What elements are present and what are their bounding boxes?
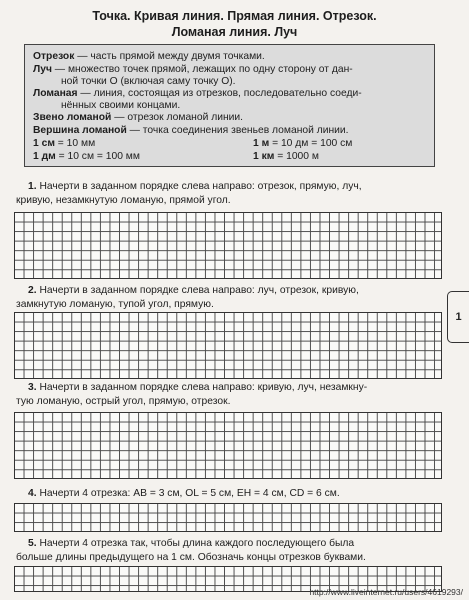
definition-ray-continued: ной точки О (включая саму точку О). <box>61 76 236 87</box>
term-vertex: Вершина ломаной <box>33 125 127 136</box>
unit-text: = 1000 м <box>274 151 319 162</box>
task-line <box>16 180 441 194</box>
unit-cm <box>33 138 95 149</box>
definition-polyline <box>33 88 362 100</box>
task-text-continued: больше длины предыдущего на 1 см. Обозначь концы отрезков буквами. <box>16 552 366 563</box>
page-title-line1: Точка. Кривая линия. Прямая линия. Отрезок. <box>92 9 377 23</box>
drawing-grid-3[interactable] <box>14 412 442 479</box>
task-line <box>16 284 441 298</box>
task-3 <box>16 381 441 409</box>
definition-text: — отрезок ломаной линии. <box>111 112 244 123</box>
drawing-grid-1[interactable] <box>14 212 442 279</box>
watermark-url: http://www.liveinternet.ru/users/4619293/ <box>309 587 463 597</box>
task-text-continued: кривую, незамкнутую ломаную, прямой угол. <box>16 195 231 206</box>
task-line <box>16 537 441 551</box>
definition-segment <box>33 51 265 63</box>
definition-text: — часть прямой между двумя точками. <box>74 51 265 62</box>
unit-km <box>253 151 319 162</box>
task-line <box>16 381 441 395</box>
task-number: 2. <box>28 285 37 296</box>
term-polyline: Ломаная <box>33 88 78 99</box>
chapter-side-tab: 1 <box>447 291 469 343</box>
unit-text: = 10 дм = 100 см <box>269 138 353 149</box>
unit-dm <box>33 151 140 162</box>
task-4 <box>16 487 441 501</box>
definition-ray <box>33 64 353 76</box>
task-text-continued: тую ломаную, острый угол, прямую, отрезок. <box>16 396 231 407</box>
unit-text: = 10 см = 100 мм <box>55 151 140 162</box>
unit-m <box>253 138 352 149</box>
term-link: Звено ломаной <box>33 112 112 123</box>
definition-text: — линия, состоящая из отрезков, последовательно соеди- <box>77 88 362 99</box>
unit-term: 1 м <box>253 138 270 149</box>
task-line <box>16 487 441 501</box>
definition-text: — множество точек прямой, лежащих по одну сторону от дан- <box>51 64 353 75</box>
page-title-line2: Ломаная линия. Луч <box>171 25 298 39</box>
task-5 <box>16 537 441 565</box>
unit-term: 1 см <box>33 138 55 149</box>
task-1 <box>16 180 441 208</box>
definition-link <box>33 112 243 124</box>
unit-term: 1 км <box>253 151 275 162</box>
task-text: Начерти в заданном порядке слева направо: отрезок, прямую, луч, <box>36 181 362 192</box>
task-text: Начерти в заданном порядке слева направо: кривую, луч, незамкну- <box>36 382 368 393</box>
task-text: Начерти 4 отрезка так, чтобы длина каждого последующего была <box>36 538 355 549</box>
unit-text: = 10 мм <box>54 138 96 149</box>
task-number: 5. <box>28 538 37 549</box>
task-number: 4. <box>28 488 37 499</box>
definition-polyline-continued: нённых своими концами. <box>61 100 181 111</box>
definition-text: — точка соединения звеньев ломаной линии. <box>126 125 349 136</box>
drawing-grid-4[interactable] <box>14 503 442 532</box>
definitions-box <box>24 44 435 167</box>
unit-term: 1 дм <box>33 151 56 162</box>
task-text: Начерти в заданном порядке слева направо: луч, отрезок, кривую, <box>36 285 359 296</box>
task-number: 3. <box>28 382 37 393</box>
definition-vertex <box>33 125 349 137</box>
task-text-continued: замкнутую ломаную, тупой угол, прямую. <box>16 299 214 310</box>
term-ray: Луч <box>33 64 52 75</box>
task-number: 1. <box>28 181 37 192</box>
task-2 <box>16 284 441 312</box>
task-text: Начерти 4 отрезка: AB = 3 см, OL = 5 см, EH = 4 см, CD = 6 см. <box>36 488 340 499</box>
term-segment: Отрезок <box>33 51 75 62</box>
drawing-grid-2[interactable] <box>14 312 442 379</box>
